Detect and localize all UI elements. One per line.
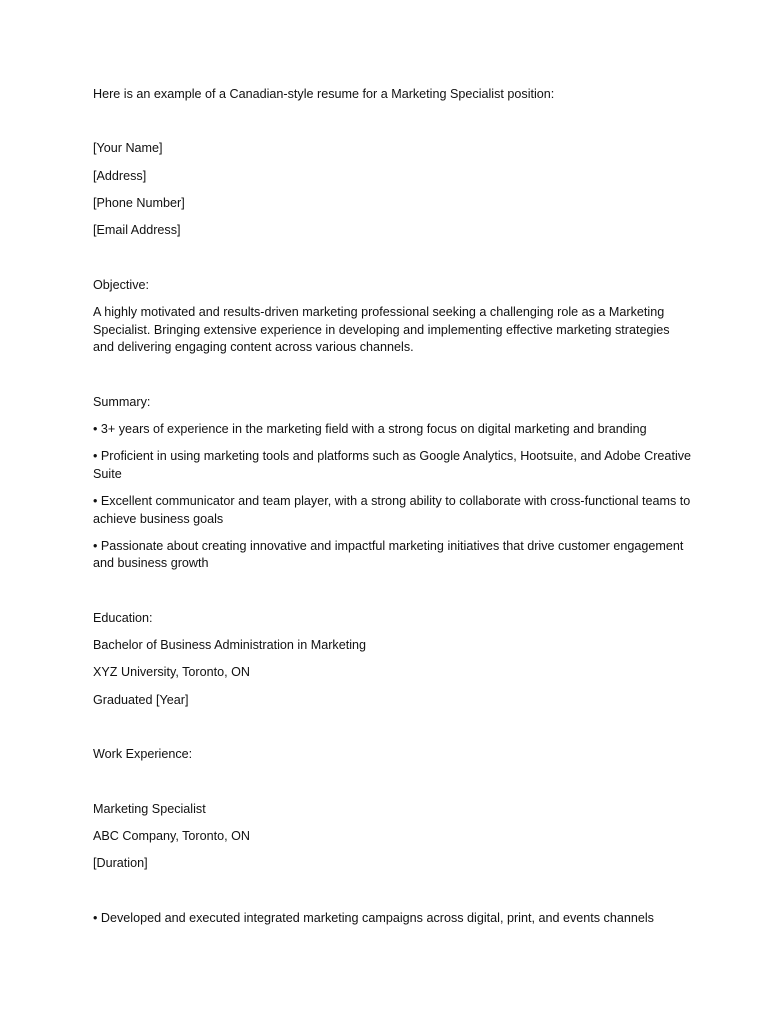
spacer bbox=[93, 883, 693, 910]
document-page bbox=[93, 86, 693, 937]
spacer bbox=[93, 366, 693, 393]
work-company: ABC Company, Toronto, ON bbox=[93, 828, 251, 843]
contact-email: [Email Address] bbox=[93, 223, 181, 238]
education-school: XYZ University, Toronto, ON bbox=[93, 665, 251, 680]
objective-heading: Objective: bbox=[93, 277, 149, 292]
summary-item: • Proficient in using marketing tools and platforms such as Google Analytics, Hootsuite, and Adobe Creative Suite bbox=[93, 449, 692, 481]
education-heading: Education: bbox=[93, 610, 153, 625]
spacer bbox=[93, 250, 693, 277]
summary-item: • Excellent communicator and team player, with a strong ability to collaborate with cross-functional teams to achieve business goals bbox=[93, 494, 691, 526]
contact-name: [Your Name] bbox=[93, 141, 163, 156]
contact-phone: [Phone Number] bbox=[93, 196, 185, 211]
spacer bbox=[93, 113, 693, 140]
work-item: • Developed and executed integrated marketing campaigns across digital, print, and events channels bbox=[93, 910, 654, 925]
education-degree: Bachelor of Business Administration in Marketing bbox=[93, 638, 366, 653]
summary-item: • Passionate about creating innovative and impactful marketing initiatives that drive customer engagement and business growth bbox=[93, 538, 684, 571]
intro-text: Here is an example of a Canadian-style resume for a Marketing Specialist position: bbox=[93, 87, 555, 101]
work-heading: Work Experience: bbox=[93, 747, 193, 762]
work-duration: [Duration] bbox=[93, 856, 148, 871]
summary-item: • 3+ years of experience in the marketing field with a strong focus on digital marketing and branding bbox=[93, 421, 647, 436]
objective-text: A highly motivated and results-driven marketing professional seeking a challenging role as a Marketing Specialist. Bringing extensive experience in developing and implementing effective marketing strategies and delivering engaging content across various channels. bbox=[93, 305, 670, 355]
education-graduated: Graduated [Year] bbox=[93, 692, 189, 707]
spacer bbox=[93, 583, 693, 610]
spacer bbox=[93, 719, 693, 746]
contact-address: [Address] bbox=[93, 168, 147, 183]
summary-heading: Summary: bbox=[93, 394, 151, 409]
work-title: Marketing Specialist bbox=[93, 801, 206, 816]
spacer bbox=[93, 773, 693, 800]
